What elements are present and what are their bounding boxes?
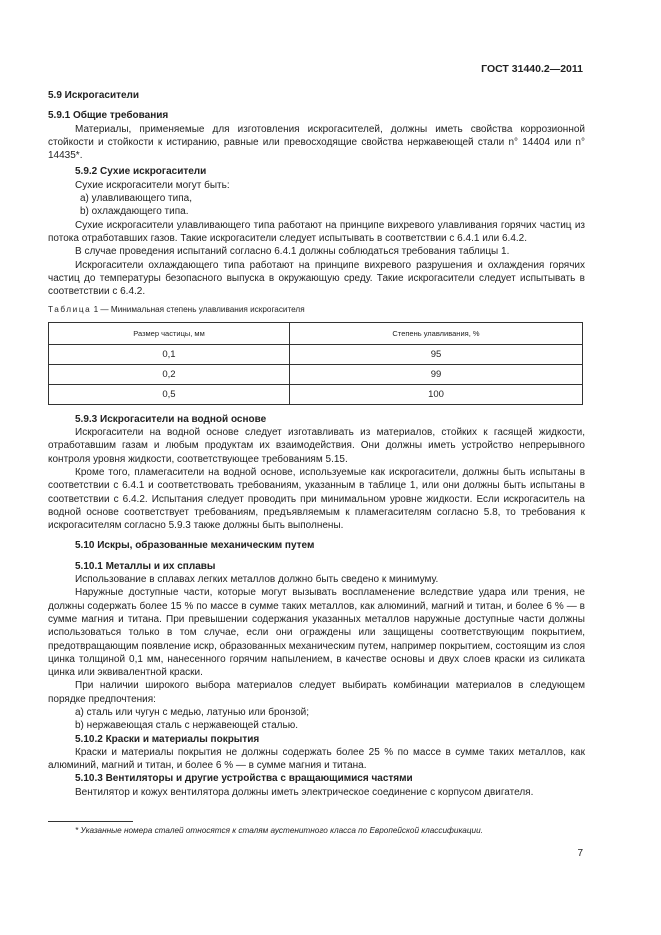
table-row bbox=[49, 384, 583, 404]
section-5-9-3-paragraph-1: Искрогасители на водной основе следует изготавливать из материалов, стойких к гасящей жидкости, отработавшим газам и любым продуктам их взаимодействия. Они должны иметь устройство непрерывного контроля уровня жидкости, соответствующее требованиям 5.15. bbox=[48, 427, 585, 465]
table-cell-rate: 99 bbox=[289, 364, 582, 384]
section-5-10-1-paragraph-2: Наружные доступные части, которые могут вызывать воспламенение вследствие удара или трения, не должны содержать более 15 % по массе в сумме таких металлов, как алюминий, магний и титан, и более 6 % — в сумме магния и титана. При превышении содержания указанных металлов наружные доступные части должны использоваться только в том случае, если они ограждены или защищены соответствующим покрытием, предотвращающим появление искр, образованных механическим путем, например покрытием, состоящим из слоя цинка толщиной 0,1 мм, нанесенного горячим напылением, в качестве основы и двух слоев краски из силиката цинка или эквивалентной краски. bbox=[48, 587, 585, 679]
section-5-9-2-paragraph-2: В случае проведения испытаний согласно 6.4.1 должны соблюдаться требования таблицы 1. bbox=[75, 246, 510, 258]
section-5-10-title: 5.10 Искры, образованные механическим путем bbox=[75, 540, 315, 552]
list-item-b: b) нержавеющая сталь с нержавеющей сталью. bbox=[75, 720, 298, 732]
section-5-10-2-paragraph: Краски и материалы покрытия не должны содержать более 25 % по массе в сумме таких металлов, как алюминий, магний и титан, и более 6 % — в сумме магния и титана. bbox=[48, 746, 585, 772]
standard-code: ГОСТ 31440.2—2011 bbox=[481, 63, 583, 75]
table-caption-text: 1 — Минимальная степень улавливания искрогасителя bbox=[91, 305, 305, 315]
list-item-a: а) улавливающего типа, bbox=[80, 193, 192, 205]
section-5-9-2-paragraph-3: Искрогасители охлаждающего типа работают на принципе вихревого разрушения и охлаждения горячих частиц до температуры безопасного выпуска в окружающую среду. Такие искрогасители следует испытывать в соответствии с 6.4.2. bbox=[48, 259, 585, 298]
section-5-9-1-text: Материалы, применяемые для изготовления искрогасителей, должны иметь свойства коррозионной стойкости и стойкости к истиранию, равные или превосходящие свойства нержавеющей стали n° 14404 или n° 14435*. bbox=[48, 123, 585, 162]
table-header-size: Размер частицы, мм bbox=[49, 322, 290, 344]
table-cell-rate: 100 bbox=[289, 384, 582, 404]
section-5-9-2-intro: Сухие искрогасители могут быть: bbox=[75, 179, 230, 191]
table-row bbox=[49, 364, 583, 384]
table-cell-size: 0,1 bbox=[49, 344, 290, 364]
section-5-9-3-paragraph-2: Кроме того, пламегасители на водной основе, используемые как искрогасители, должны быть испытаны в соответствии с 6.4.1 и соответствовать требованиям, указанным в таблице 1, или они должны быть испытаны в соответствии с 6.4.2. Испытания следует проводить при минимальном уровне жидкости. Если искрогаситель на водной основе соответствует требованиям, предъявляемым к пламегасителям согласно 5.8, то требования к искрогасителям согласно 5.9.3 также должны быть выполнены. bbox=[48, 466, 585, 532]
table-1 bbox=[48, 322, 583, 405]
table-1-caption bbox=[48, 303, 585, 316]
section-5-9-1-title: 5.9.1 Общие требования bbox=[48, 110, 169, 122]
section-5-9-3-title: 5.9.3 Искрогасители на водной основе bbox=[75, 413, 267, 425]
table-header-rate: Степень улавливания, % bbox=[289, 322, 582, 344]
table-cell-size: 0,5 bbox=[49, 384, 290, 404]
section-5-10-3-title: 5.10.3 Вентиляторы и другие устройства с вращающимися частями bbox=[75, 773, 413, 785]
section-5-9-title: 5.9 Искрогасители bbox=[48, 90, 140, 101]
list-item-a: а) сталь или чугун с медью, латунью или бронзой; bbox=[75, 706, 309, 718]
table-caption-label: Таблица bbox=[48, 305, 92, 315]
section-5-10-1-paragraph-1: Использование в сплавах легких металлов должно быть сведено к минимуму. bbox=[75, 574, 439, 586]
section-5-10-3-paragraph: Вентилятор и кожух вентилятора должны иметь электрическое соединение с корпусом двигателя. bbox=[75, 786, 534, 798]
section-5-9-2-paragraph-1: Сухие искрогасители улавливающего типа работают на принципе вихревого улавливания горячих частиц из потока отработавших газов. Такие искрогасители следует испытывать в соответствии с 6.4.1 или 6.4.2. bbox=[48, 219, 585, 244]
list-item-b: b) охлаждающего типа. bbox=[80, 206, 189, 218]
table-cell-size: 0,2 bbox=[49, 364, 290, 384]
page-number: 7 bbox=[577, 848, 583, 859]
section-5-9-2-title: 5.9.2 Сухие искрогасители bbox=[75, 166, 207, 178]
footnote-divider bbox=[48, 821, 133, 822]
section-5-10-2-title: 5.10.2 Краски и материалы покрытия bbox=[75, 733, 260, 745]
table-row bbox=[49, 344, 583, 364]
table-cell-rate: 95 bbox=[289, 344, 582, 364]
page-content bbox=[48, 89, 585, 799]
footnote: * Указанные номера сталей относятся к сталям аустенитного класса по Европейской классификации. bbox=[75, 826, 483, 835]
table-header-row bbox=[49, 322, 583, 344]
section-5-10-1-title: 5.10.1 Металлы и их сплавы bbox=[75, 560, 216, 572]
section-5-10-1-paragraph-3: При наличии широкого выбора материалов следует выбирать комбинации материалов в следующем порядке предпочтения: bbox=[48, 680, 585, 705]
